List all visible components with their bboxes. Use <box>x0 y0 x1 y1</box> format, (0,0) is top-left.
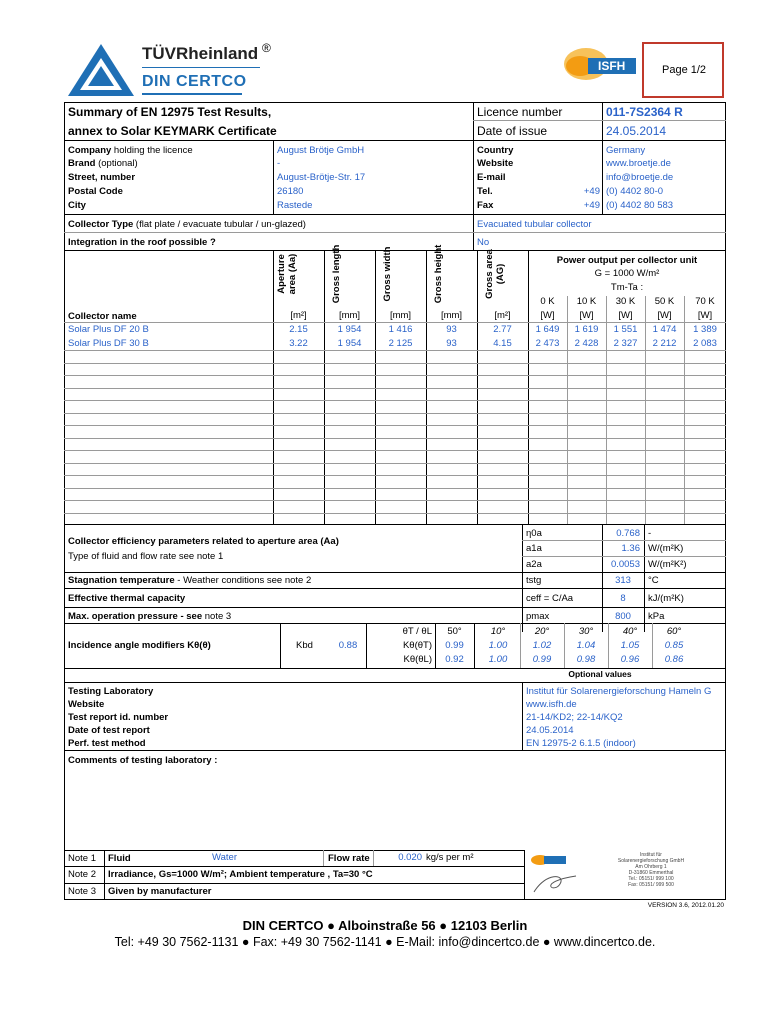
power-title: Power output per collector unit <box>556 255 698 266</box>
isfh-logo-text: ISFH <box>598 59 626 73</box>
table-row-line <box>64 450 726 451</box>
eta-unit: - <box>648 528 652 539</box>
table-row-line <box>64 350 726 351</box>
website-label: Website <box>477 158 514 169</box>
stamp-line2: Solarenergieforschung GmbH <box>617 858 685 864</box>
kbd-value: 0.88 <box>338 640 358 651</box>
brand-label: Brand (optional) <box>68 158 138 169</box>
cell-p10-0: 1 619 <box>574 324 599 335</box>
table-row-line <box>64 363 726 364</box>
temp-header-4: 70 K <box>695 296 715 307</box>
unit-0: [m²] <box>290 310 307 321</box>
col-gross-area-header: Gross area (AG) <box>484 249 506 299</box>
pressure-unit: kPa <box>648 611 665 622</box>
stagnation-unit: °C <box>648 575 659 586</box>
iam-opt-angle-0: 10° <box>490 626 506 637</box>
tel-prefix: +49 <box>583 186 600 197</box>
temp-header-0: 0 K <box>540 296 555 307</box>
stamp-line5: Tel.: 05151/ 999 100 <box>628 876 674 882</box>
iam-opt-angle-2: 30° <box>578 626 594 637</box>
table-row-line <box>64 375 726 376</box>
cell-height-0: 93 <box>446 324 457 335</box>
collector-type-value: Evacuated tubular collector <box>477 219 592 230</box>
table-row-line <box>64 438 726 439</box>
iam-kl-label: Kθ(θL) <box>403 654 432 665</box>
country-value: Germany <box>606 145 646 156</box>
cell-p30-1: 2 327 <box>613 338 638 349</box>
cell-p30-0: 1 551 <box>613 324 638 335</box>
signature-icon <box>526 852 596 896</box>
collector-name-label: Collector name <box>68 311 137 322</box>
unit-7: [W] <box>618 310 633 321</box>
collector-name-1: Solar Plus DF 30 B <box>68 338 149 349</box>
summary-title-line1: Summary of EN 12975 Test Results, <box>68 105 272 119</box>
iam-main-kl: 0.92 <box>445 654 464 665</box>
efficiency-label: Collector efficiency parameters related to aperture area (Aa) <box>68 536 339 547</box>
collector-name-0: Solar Plus DF 20 B <box>68 324 149 335</box>
cell-p0-0: 1 649 <box>535 324 560 335</box>
iam-angle-label: θT / θL <box>402 626 432 637</box>
website-value[interactable]: www.broetje.de <box>606 158 671 169</box>
cell-aperture-1: 3.22 <box>289 338 308 349</box>
iam-opt-angle-4: 60° <box>666 626 682 637</box>
collector-type-label: Collector Type (flat plate / evacuate tubular / un-glazed) <box>68 219 306 230</box>
cell-width-0: 1 416 <box>388 324 413 335</box>
a1-value: 1.36 <box>621 543 640 554</box>
stagnation-symbol: tstg <box>526 575 542 586</box>
unit-4: [m²] <box>494 310 511 321</box>
comments-label: Comments of testing laboratory : <box>68 755 218 766</box>
table-row-line <box>64 425 726 426</box>
footer-contact: Tel: +49 30 7562-1131 ● Fax: +49 30 7562-1141 ● E-Mail: info@dincertco.de ● www.dincertco.de. <box>114 935 656 949</box>
col-gross-height-header: Gross height <box>433 244 444 304</box>
test-method-value: EN 12975-2 6.1.5 (indoor) <box>526 738 636 749</box>
testing-website-label: Website <box>68 699 105 710</box>
cell-gross_area-1: 4.15 <box>493 338 512 349</box>
issue-date-label: Date of issue <box>477 124 548 138</box>
iam-opt-kl-3: 0.96 <box>620 654 640 665</box>
postal-label: Postal Code <box>68 186 123 197</box>
email-value[interactable]: info@broetje.de <box>606 172 674 183</box>
note1-label: Note 1 <box>68 853 96 864</box>
integration-value: No <box>477 237 490 248</box>
iam-main-angle: 50° <box>447 626 462 637</box>
table-row-line <box>64 475 726 476</box>
fluid-note-label: Type of fluid and flow rate see note 1 <box>68 551 224 562</box>
unit-6: [W] <box>579 310 594 321</box>
test-method-label: Perf. test method <box>68 738 146 749</box>
postal-value: 26180 <box>277 186 304 197</box>
flow-rate-label: Flow rate <box>328 853 370 864</box>
iam-opt-kt-4: 0.85 <box>664 640 684 651</box>
unit-2: [mm] <box>389 310 412 321</box>
iam-opt-kt-0: 1.00 <box>488 640 508 651</box>
footer-address: DIN CERTCO ● Alboinstraße 56 ● 12103 Berlin <box>242 918 528 933</box>
iam-opt-kl-0: 1.00 <box>488 654 508 665</box>
iam-opt-kl-4: 0.86 <box>664 654 684 665</box>
email-label: E-mail <box>477 172 506 183</box>
tuv-triangle-icon <box>66 42 136 98</box>
eta-symbol: η0a <box>526 528 542 539</box>
test-report-value: 21-14/KD2; 22-14/KQ2 <box>526 712 623 723</box>
tel-label: Tel. <box>477 186 493 197</box>
company-label: Company holding the licence <box>68 145 193 156</box>
thermal-capacity-unit: kJ/(m²K) <box>648 593 684 604</box>
cell-gross_area-0: 2.77 <box>493 324 512 335</box>
table-row-line <box>64 400 726 401</box>
unit-8: [W] <box>657 310 672 321</box>
testing-lab-label: Testing Laboratory <box>68 686 154 697</box>
stagnation-label: Stagnation temperature - Weather conditions see note 2 <box>68 575 312 586</box>
note2-text: Irradiance, Gs=1000 W/m²; Ambient temperature , Ta=30 °C <box>108 869 373 880</box>
isfh-stamp <box>526 852 716 896</box>
a2-symbol: a2a <box>526 559 542 570</box>
stagnation-value: 313 <box>615 575 631 586</box>
street-label: Street, number <box>68 172 136 183</box>
cell-p70-1: 2 083 <box>693 338 717 349</box>
tuv-logo <box>66 42 136 98</box>
iam-opt-kl-1: 0.99 <box>532 654 552 665</box>
note3-label: Note 3 <box>68 886 96 897</box>
note2-label: Note 2 <box>68 869 96 880</box>
brand-value: - <box>277 158 281 169</box>
table-row-line <box>64 500 726 501</box>
cell-p50-0: 1 474 <box>652 324 677 335</box>
temp-header-3: 50 K <box>654 296 675 307</box>
cell-length-1: 1 954 <box>337 338 362 349</box>
cell-length-0: 1 954 <box>337 324 362 335</box>
tuv-underline <box>142 67 260 68</box>
registered-mark: ® <box>262 41 271 55</box>
testing-lab-value: Institut für Solarenergieforschung Hameln G <box>526 686 712 697</box>
iam-label: Incidence angle modifiers Kθ(θ) <box>68 640 211 651</box>
table-row-line <box>64 388 726 389</box>
stamp-line3: Am Ohrberg 1 <box>635 864 667 870</box>
power-irradiance: G = 1000 W/m² <box>594 268 660 279</box>
cell-width-1: 2 125 <box>388 338 413 349</box>
iam-opt-kt-1: 1.02 <box>532 640 552 651</box>
street-value: August-Brötje-Str. 17 <box>277 172 366 183</box>
summary-title-line2: annex to Solar KEYMARK Certificate <box>68 124 277 138</box>
table-row-line <box>64 513 726 514</box>
country-label: Country <box>477 145 514 156</box>
tel-value: (0) 4402 80-0 <box>606 186 664 197</box>
unit-1: [mm] <box>338 310 361 321</box>
pressure-value: 800 <box>615 611 631 622</box>
din-certco-logo: DIN CERTCO <box>142 73 247 90</box>
pressure-symbol: pmax <box>526 611 550 622</box>
optional-values-label: Optional values <box>568 669 632 679</box>
test-report-date-label: Date of test report <box>68 725 150 736</box>
power-tm-label: Tm-Ta : <box>610 282 644 293</box>
test-report-date-value: 24.05.2014 <box>526 725 574 736</box>
thermal-capacity-label: Effective thermal capacity <box>68 593 186 604</box>
iam-opt-kt-3: 1.05 <box>620 640 640 651</box>
eta-value: 0.768 <box>616 528 640 539</box>
table-row-line <box>64 413 726 414</box>
temp-header-2: 30 K <box>615 296 636 307</box>
thermal-capacity-symbol: ceff = C/Aa <box>526 593 574 604</box>
a1-unit: W/(m²K) <box>648 543 684 554</box>
testing-website-value[interactable]: www.isfh.de <box>526 699 577 710</box>
city-label: City <box>68 200 86 211</box>
licence-value: 011-7S2364 R <box>606 105 683 119</box>
stamp-line6: Fax: 05151/ 999 500 <box>628 882 674 888</box>
din-underline <box>142 93 242 95</box>
licence-label: Licence number <box>477 105 563 119</box>
iam-opt-kl-2: 0.98 <box>576 654 596 665</box>
fax-label: Fax <box>477 200 494 211</box>
integration-label: Integration in the roof possible ? <box>68 237 216 248</box>
a2-value: 0.0053 <box>610 559 640 570</box>
iam-kt-label: Kθ(θT) <box>402 640 432 651</box>
col-aperture-header: Aperture area (Aa) <box>276 253 298 295</box>
cell-p50-1: 2 212 <box>652 338 677 349</box>
stamp-line4: D-31860 Emmerthal <box>628 870 674 876</box>
temp-header-1: 10 K <box>576 296 597 307</box>
iam-main-kt: 0.99 <box>445 640 464 651</box>
stamp-line1: Institut für <box>640 852 662 858</box>
fluid-label: Fluid <box>108 853 131 864</box>
page-label: Page 1/2 <box>662 64 707 76</box>
flow-rate-value: 0.020 <box>398 852 422 863</box>
unit-9: [W] <box>697 310 713 321</box>
fax-prefix: +49 <box>583 200 600 211</box>
col-gross-length-header: Gross length <box>331 244 342 304</box>
thermal-capacity-value: 8 <box>620 593 626 604</box>
cell-p70-0: 1 389 <box>693 324 717 335</box>
test-report-label: Test report id. number <box>68 712 169 723</box>
unit-3: [mm] <box>440 310 463 321</box>
a2-unit: W/(m²K²) <box>648 559 687 570</box>
pressure-label: Max. operation pressure - see note 3 <box>68 611 232 622</box>
kbd-symbol: Kbd <box>296 640 313 651</box>
a1-symbol: a1a <box>526 543 542 554</box>
tuv-logo-text: TÜVRheinland <box>142 44 259 63</box>
fluid-value: Water <box>212 852 237 863</box>
cell-aperture-0: 2.15 <box>289 324 308 335</box>
cell-height-1: 93 <box>446 338 457 349</box>
fax-value: (0) 4402 80 583 <box>606 200 674 211</box>
note3-text: Given by manufacturer <box>108 886 212 897</box>
issue-date-value: 24.05.2014 <box>606 124 667 138</box>
city-value: Rastede <box>277 200 313 211</box>
iam-opt-kt-2: 1.04 <box>576 640 596 651</box>
iam-opt-angle-3: 40° <box>622 626 638 637</box>
table-row-line <box>64 488 726 489</box>
iam-opt-angle-1: 20° <box>534 626 550 637</box>
unit-5: [W] <box>540 310 555 321</box>
cell-p10-1: 2 428 <box>574 338 599 349</box>
company-value: August Brötje GmbH <box>277 145 365 156</box>
flow-rate-unit: kg/s per m² <box>426 852 474 863</box>
table-row-line <box>64 463 726 464</box>
version-label: VERSION 3.6, 2012.01.20 <box>647 902 724 909</box>
col-gross-width-header: Gross width <box>382 246 393 302</box>
cell-p0-1: 2 473 <box>535 338 560 349</box>
